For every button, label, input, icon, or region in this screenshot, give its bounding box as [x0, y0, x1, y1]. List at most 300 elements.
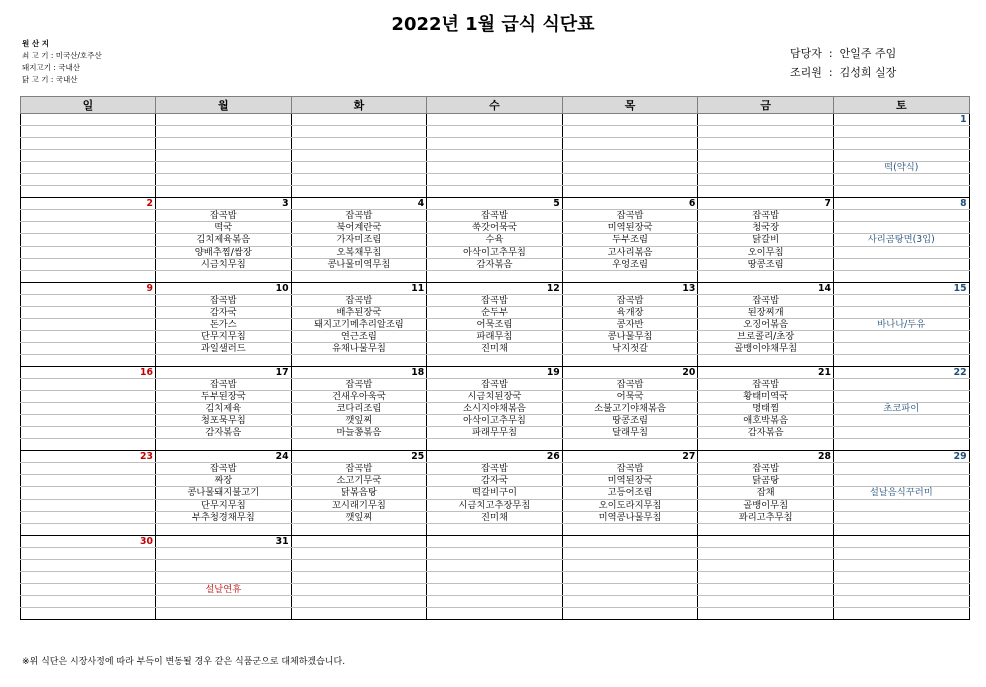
- menu-cell: 낙지젓갈: [562, 342, 698, 354]
- day-header-wed: 수: [427, 97, 563, 114]
- date-cell: 15: [833, 282, 969, 294]
- menu-cell: 감자볶음: [427, 258, 563, 270]
- menu-cell: 소불고기야채볶음: [562, 403, 698, 415]
- date-cell: 13: [562, 282, 698, 294]
- menu-cell: 황태미역국: [698, 391, 834, 403]
- menu-cell: [21, 258, 156, 270]
- manager-sep: :: [828, 47, 833, 60]
- menu-cell: [698, 607, 834, 619]
- origin-pork: 돼지고기 : 국내산: [22, 63, 81, 72]
- menu-cell: [427, 595, 563, 607]
- weekday-header: [21, 97, 970, 114]
- date-cell: 31: [156, 535, 292, 547]
- menu-cell: 두부조림: [562, 234, 698, 246]
- week-date-row: [21, 282, 970, 294]
- date-cell: [427, 535, 563, 547]
- menu-cell: 잡곡밥: [698, 294, 834, 306]
- date-cell: [427, 114, 563, 126]
- cook-name: 김성희 실장: [839, 66, 897, 79]
- menu-cell: [833, 415, 969, 427]
- date-cell: 12: [427, 282, 563, 294]
- menu-cell: 잡곡밥: [291, 463, 427, 475]
- menu-cell: [562, 559, 698, 571]
- menu-cell: [698, 150, 834, 162]
- week-menu-row: [21, 511, 970, 523]
- menu-cell: [427, 174, 563, 186]
- menu-cell: [21, 222, 156, 234]
- menu-cell: 건새우아욱국: [291, 391, 427, 403]
- menu-cell: [833, 583, 969, 595]
- week-menu-row: [21, 330, 970, 342]
- menu-cell: [698, 270, 834, 282]
- week-menu-row: [21, 258, 970, 270]
- menu-cell: 단무지무침: [156, 499, 292, 511]
- day-header-sun: 일: [21, 97, 156, 114]
- week-menu-row: [21, 186, 970, 198]
- date-cell: 3: [156, 198, 292, 210]
- menu-cell: [156, 607, 292, 619]
- menu-cell: [833, 246, 969, 258]
- date-cell: [291, 535, 427, 547]
- date-cell: [562, 535, 698, 547]
- menu-cell: [21, 559, 156, 571]
- date-cell: 20: [562, 366, 698, 378]
- menu-cell: [21, 487, 156, 499]
- menu-cell: [833, 511, 969, 523]
- date-cell: 6: [562, 198, 698, 210]
- menu-cell: [562, 607, 698, 619]
- week-menu-row: [21, 427, 970, 439]
- menu-cell: 떡(약식): [833, 162, 969, 174]
- menu-cell: [427, 439, 563, 451]
- menu-cell: 미역된장국: [562, 222, 698, 234]
- menu-cell: 두부된장국: [156, 391, 292, 403]
- menu-cell: [833, 391, 969, 403]
- menu-cell: [562, 150, 698, 162]
- menu-cell: 콩나물미역무침: [291, 258, 427, 270]
- menu-cell: [291, 354, 427, 366]
- menu-cell: [291, 174, 427, 186]
- menu-cell: [21, 330, 156, 342]
- menu-cell: 미역콩나물무침: [562, 511, 698, 523]
- menu-cell: [156, 595, 292, 607]
- menu-cell: 과일샐러드: [156, 342, 292, 354]
- menu-cell: [21, 427, 156, 439]
- menu-cell: [156, 162, 292, 174]
- menu-cell: 달래무침: [562, 427, 698, 439]
- menu-cell: [21, 391, 156, 403]
- menu-cell: 코다리조림: [291, 403, 427, 415]
- week-menu-row: [21, 487, 970, 499]
- menu-cell: [21, 583, 156, 595]
- menu-cell: [562, 138, 698, 150]
- week-menu-row: [21, 222, 970, 234]
- menu-cell: 순두부: [427, 306, 563, 318]
- menu-cell: 아삭이고추무침: [427, 415, 563, 427]
- menu-cell: 고등어조림: [562, 487, 698, 499]
- menu-cell: 잡곡밥: [427, 210, 563, 222]
- date-cell: [291, 114, 427, 126]
- menu-cell: 고사리볶음: [562, 246, 698, 258]
- menu-cell: 청국장: [698, 222, 834, 234]
- menu-cell: [698, 547, 834, 559]
- week-menu-row: [21, 174, 970, 186]
- menu-cell: 잡곡밥: [156, 463, 292, 475]
- menu-cell: 잡곡밥: [291, 210, 427, 222]
- menu-cell: [698, 583, 834, 595]
- week-menu-row: [21, 150, 970, 162]
- week-menu-row: [21, 318, 970, 330]
- origin-info: [22, 38, 102, 86]
- date-cell: 7: [698, 198, 834, 210]
- week-menu-row: [21, 499, 970, 511]
- menu-cell: [833, 571, 969, 583]
- week-menu-row: [21, 559, 970, 571]
- menu-cell: 오징어볶음: [698, 318, 834, 330]
- menu-cell: 돼지고기메추리알조림: [291, 318, 427, 330]
- menu-cell: [21, 138, 156, 150]
- menu-cell: [156, 174, 292, 186]
- menu-cell: 콩자반: [562, 318, 698, 330]
- menu-cell: 어묵국: [562, 391, 698, 403]
- week-menu-row: [21, 354, 970, 366]
- day-header-sat: 토: [833, 97, 969, 114]
- meal-calendar: [20, 96, 970, 620]
- menu-cell: 잡곡밥: [427, 379, 563, 391]
- menu-cell: [427, 162, 563, 174]
- week-menu-row: [21, 234, 970, 246]
- menu-cell: 오이도라지무침: [562, 499, 698, 511]
- manager-label: 담당자: [790, 47, 822, 60]
- menu-cell: 된장찌개: [698, 306, 834, 318]
- menu-cell: [833, 138, 969, 150]
- menu-cell: [291, 559, 427, 571]
- menu-cell: [562, 439, 698, 451]
- menu-cell: 잡곡밥: [156, 294, 292, 306]
- menu-cell: 잡곡밥: [291, 294, 427, 306]
- cook-sep: :: [828, 66, 833, 79]
- week-menu-row: [21, 270, 970, 282]
- menu-cell: [427, 523, 563, 535]
- menu-cell: [21, 571, 156, 583]
- menu-cell: 꼬시래기무침: [291, 499, 427, 511]
- menu-cell: [427, 150, 563, 162]
- menu-cell: 잡곡밥: [562, 210, 698, 222]
- date-cell: [21, 114, 156, 126]
- menu-cell: 가자미조림: [291, 234, 427, 246]
- menu-cell: 양배추찜/쌈장: [156, 246, 292, 258]
- week-menu-row: [21, 138, 970, 150]
- menu-cell: [562, 583, 698, 595]
- menu-cell: [156, 571, 292, 583]
- week-date-row: [21, 535, 970, 547]
- menu-cell: [291, 439, 427, 451]
- menu-cell: [156, 523, 292, 535]
- menu-cell: 수육: [427, 234, 563, 246]
- menu-cell: 소고기무국: [291, 475, 427, 487]
- menu-cell: 초코파이: [833, 403, 969, 415]
- menu-cell: [833, 523, 969, 535]
- manager-name: 안일주 주임: [839, 47, 897, 60]
- menu-cell: [833, 342, 969, 354]
- date-cell: 19: [427, 366, 563, 378]
- menu-cell: [21, 403, 156, 415]
- menu-cell: [291, 547, 427, 559]
- menu-cell: [21, 150, 156, 162]
- menu-cell: 콩나물무침: [562, 330, 698, 342]
- menu-cell: [291, 162, 427, 174]
- menu-cell: [562, 186, 698, 198]
- menu-cell: 김치제육: [156, 403, 292, 415]
- menu-cell: 잡곡밥: [562, 463, 698, 475]
- menu-cell: [21, 162, 156, 174]
- menu-cell: [21, 342, 156, 354]
- week-menu-row: [21, 607, 970, 619]
- menu-cell: [833, 222, 969, 234]
- menu-cell: 진미채: [427, 342, 563, 354]
- menu-cell: 어묵조림: [427, 318, 563, 330]
- menu-cell: [21, 523, 156, 535]
- menu-cell: 잡곡밥: [156, 210, 292, 222]
- menu-cell: 유채나물무침: [291, 342, 427, 354]
- menu-cell: 잡곡밥: [562, 294, 698, 306]
- menu-cell: 북어계란국: [291, 222, 427, 234]
- date-cell: [698, 114, 834, 126]
- menu-cell: 콩나물돼지불고기: [156, 487, 292, 499]
- cook-label: 조리원: [790, 66, 822, 79]
- menu-cell: 꽈리고추무침: [698, 511, 834, 523]
- menu-cell: 파래무침: [427, 330, 563, 342]
- menu-cell: [21, 547, 156, 559]
- menu-cell: [21, 511, 156, 523]
- menu-cell: 아삭이고추무침: [427, 246, 563, 258]
- menu-cell: [833, 547, 969, 559]
- menu-cell: [427, 126, 563, 138]
- week-menu-row: [21, 306, 970, 318]
- menu-cell: [21, 499, 156, 511]
- menu-cell: [291, 595, 427, 607]
- menu-cell: [833, 379, 969, 391]
- menu-cell: 연근조림: [291, 330, 427, 342]
- date-cell: 1: [833, 114, 969, 126]
- week-menu-row: [21, 379, 970, 391]
- calendar-body: [21, 114, 970, 620]
- menu-cell: [156, 270, 292, 282]
- menu-cell: [291, 138, 427, 150]
- menu-cell: [21, 463, 156, 475]
- menu-cell: [833, 463, 969, 475]
- menu-cell: 명태찜: [698, 403, 834, 415]
- menu-cell: [833, 294, 969, 306]
- menu-cell: [698, 523, 834, 535]
- menu-cell: [698, 186, 834, 198]
- menu-cell: [833, 186, 969, 198]
- menu-cell: [156, 186, 292, 198]
- date-cell: 5: [427, 198, 563, 210]
- menu-cell: 시금치고추장무침: [427, 499, 563, 511]
- date-cell: 17: [156, 366, 292, 378]
- menu-cell: 잡곡밥: [427, 463, 563, 475]
- menu-cell: [156, 439, 292, 451]
- week-date-row: [21, 114, 970, 126]
- staff-manager: [790, 44, 896, 63]
- date-cell: 28: [698, 451, 834, 463]
- menu-cell: 바나나/두유: [833, 318, 969, 330]
- menu-cell: [833, 126, 969, 138]
- menu-cell: 애호박볶음: [698, 415, 834, 427]
- week-menu-row: [21, 571, 970, 583]
- menu-cell: [833, 595, 969, 607]
- page-title: 2022년 1월 급식 식단표: [391, 14, 595, 35]
- menu-cell: [291, 150, 427, 162]
- menu-cell: [833, 475, 969, 487]
- date-cell: 27: [562, 451, 698, 463]
- menu-cell: [833, 306, 969, 318]
- menu-cell: [21, 354, 156, 366]
- menu-cell: [562, 126, 698, 138]
- week-menu-row: [21, 403, 970, 415]
- menu-cell: [427, 583, 563, 595]
- week-menu-row: [21, 547, 970, 559]
- menu-cell: [833, 210, 969, 222]
- menu-cell: 시금치무침: [156, 258, 292, 270]
- week-menu-row: [21, 439, 970, 451]
- menu-cell: 닭갈비: [698, 234, 834, 246]
- menu-cell: 쑥갓어묵국: [427, 222, 563, 234]
- menu-cell: 땅콩조림: [562, 415, 698, 427]
- menu-cell: [291, 270, 427, 282]
- menu-cell: [291, 583, 427, 595]
- menu-cell: 감자볶음: [156, 427, 292, 439]
- menu-cell: 육개장: [562, 306, 698, 318]
- menu-cell: 닭곰탕: [698, 475, 834, 487]
- menu-cell: [156, 559, 292, 571]
- menu-cell: [21, 186, 156, 198]
- day-header-tue: 화: [291, 97, 427, 114]
- menu-cell: 골뱅이무침: [698, 499, 834, 511]
- menu-cell: 오이무침: [698, 246, 834, 258]
- week-menu-row: [21, 415, 970, 427]
- menu-cell: [562, 595, 698, 607]
- menu-cell: [698, 559, 834, 571]
- menu-cell: [21, 306, 156, 318]
- menu-cell: [291, 523, 427, 535]
- menu-cell: 짜장: [156, 475, 292, 487]
- menu-cell: 시금치된장국: [427, 391, 563, 403]
- date-cell: 11: [291, 282, 427, 294]
- date-cell: [562, 114, 698, 126]
- menu-cell: [698, 595, 834, 607]
- date-cell: 16: [21, 366, 156, 378]
- menu-cell: [562, 174, 698, 186]
- origin-beef: 쇠 고 기 : 미국산/호주산: [22, 51, 102, 60]
- date-cell: 9: [21, 282, 156, 294]
- menu-cell: [833, 150, 969, 162]
- menu-cell: [21, 210, 156, 222]
- menu-cell: 땅콩조림: [698, 258, 834, 270]
- week-menu-row: [21, 246, 970, 258]
- menu-cell: [21, 439, 156, 451]
- origin-chicken: 닭 고 기 : 국내산: [22, 75, 78, 84]
- menu-cell: [698, 354, 834, 366]
- week-menu-row: [21, 595, 970, 607]
- menu-cell: [562, 162, 698, 174]
- date-cell: 2: [21, 198, 156, 210]
- menu-cell: 골뱅이야채무침: [698, 342, 834, 354]
- menu-cell: [291, 126, 427, 138]
- menu-cell: [833, 439, 969, 451]
- menu-cell: [833, 559, 969, 571]
- week-menu-row: [21, 294, 970, 306]
- menu-cell: 잡곡밥: [698, 210, 834, 222]
- menu-cell: [427, 607, 563, 619]
- menu-cell: 미역된장국: [562, 475, 698, 487]
- date-cell: 14: [698, 282, 834, 294]
- menu-cell: 김치제육볶음: [156, 234, 292, 246]
- menu-cell: 잡곡밥: [562, 379, 698, 391]
- origin-heading: 원 산 지: [22, 39, 49, 48]
- menu-cell: [156, 354, 292, 366]
- menu-cell: [562, 547, 698, 559]
- day-header-thu: 목: [562, 97, 698, 114]
- menu-cell: [562, 354, 698, 366]
- menu-cell: [427, 571, 563, 583]
- menu-cell: 마늘쫑볶음: [291, 427, 427, 439]
- menu-cell: [21, 246, 156, 258]
- menu-cell: 떡국: [156, 222, 292, 234]
- week-menu-row: [21, 463, 970, 475]
- date-cell: [156, 114, 292, 126]
- menu-cell: [833, 607, 969, 619]
- menu-cell: 청포묵무침: [156, 415, 292, 427]
- week-menu-row: [21, 391, 970, 403]
- menu-cell: [427, 270, 563, 282]
- menu-cell: 설날음식꾸러미: [833, 487, 969, 499]
- menu-cell: 감자국: [427, 475, 563, 487]
- menu-cell: 잡곡밥: [291, 379, 427, 391]
- menu-cell: [21, 415, 156, 427]
- week-date-row: [21, 366, 970, 378]
- menu-cell: [562, 571, 698, 583]
- menu-cell: [156, 126, 292, 138]
- week-menu-row: [21, 475, 970, 487]
- menu-cell: [21, 379, 156, 391]
- menu-cell: [21, 318, 156, 330]
- menu-cell: 잡곡밥: [156, 379, 292, 391]
- date-cell: 21: [698, 366, 834, 378]
- menu-cell: 소시지야채볶음: [427, 403, 563, 415]
- day-header-fri: 금: [698, 97, 834, 114]
- menu-cell: [156, 138, 292, 150]
- menu-cell: 배추된장국: [291, 306, 427, 318]
- menu-cell: 단무지무침: [156, 330, 292, 342]
- menu-cell: [156, 150, 292, 162]
- menu-cell: [698, 174, 834, 186]
- menu-cell: 사리곰탕면(3입): [833, 234, 969, 246]
- menu-cell: 잡곡밥: [427, 294, 563, 306]
- menu-cell: [291, 571, 427, 583]
- menu-cell: [21, 294, 156, 306]
- menu-cell: 파래무무침: [427, 427, 563, 439]
- menu-cell: [698, 162, 834, 174]
- staff-info: [790, 44, 896, 82]
- menu-cell: [698, 439, 834, 451]
- menu-cell: 떡갈비구이: [427, 487, 563, 499]
- date-cell: 22: [833, 366, 969, 378]
- date-cell: 4: [291, 198, 427, 210]
- menu-cell: 부추청경채무침: [156, 511, 292, 523]
- menu-cell: 깻잎찌: [291, 511, 427, 523]
